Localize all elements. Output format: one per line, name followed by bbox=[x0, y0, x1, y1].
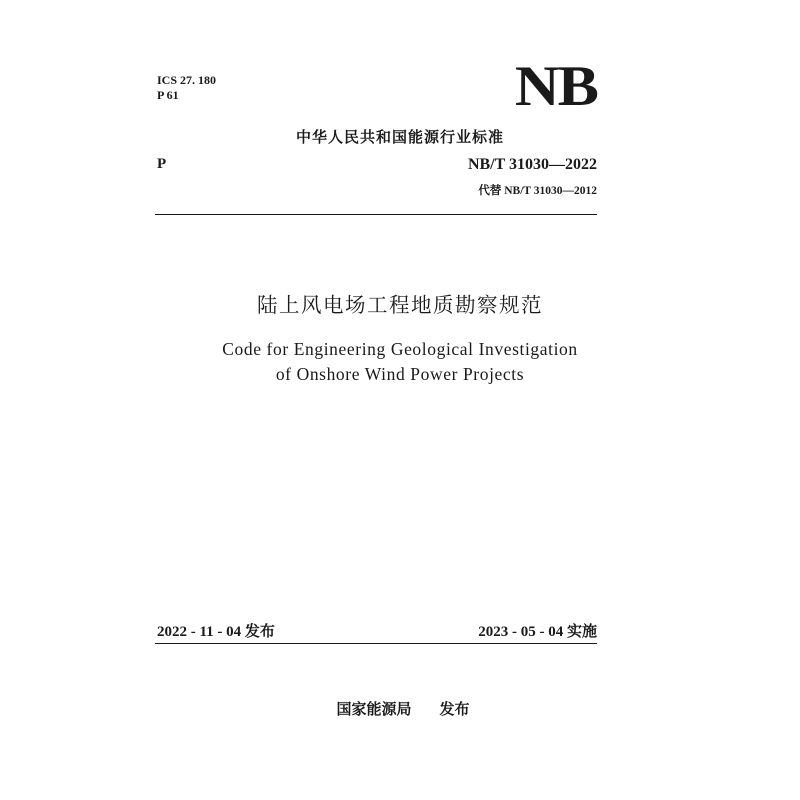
replaces-note: 代替 NB/T 31030—2012 bbox=[478, 185, 597, 197]
document-title-english bbox=[0, 337, 800, 387]
classification-codes bbox=[157, 73, 216, 103]
document-title-chinese: 陆上风电场工程地质勘察规范 bbox=[257, 293, 543, 317]
bottom-divider bbox=[155, 643, 597, 644]
publisher-line bbox=[0, 698, 800, 719]
issuing-authority: 国家能源局 bbox=[336, 700, 412, 718]
standard-number: NB/T 31030—2022 bbox=[467, 156, 597, 173]
ccs-code: P 61 bbox=[157, 88, 179, 102]
issue-word: 发布 bbox=[439, 700, 470, 718]
top-divider bbox=[155, 214, 597, 215]
implementation-date: 2023 - 05 - 04 实施 bbox=[478, 624, 597, 640]
nb-logo: NB bbox=[514, 55, 597, 118]
english-title-line-1: Code for Engineering Geological Investigation bbox=[222, 339, 578, 359]
issue-date: 2022 - 11 - 04 发布 bbox=[157, 624, 275, 640]
category-letter: P bbox=[157, 156, 167, 172]
english-title-line-2: of Onshore Wind Power Projects bbox=[275, 364, 525, 384]
standard-type-title: 中华人民共和国能源行业标准 bbox=[295, 128, 504, 146]
ics-code: ICS 27. 180 bbox=[157, 73, 217, 87]
